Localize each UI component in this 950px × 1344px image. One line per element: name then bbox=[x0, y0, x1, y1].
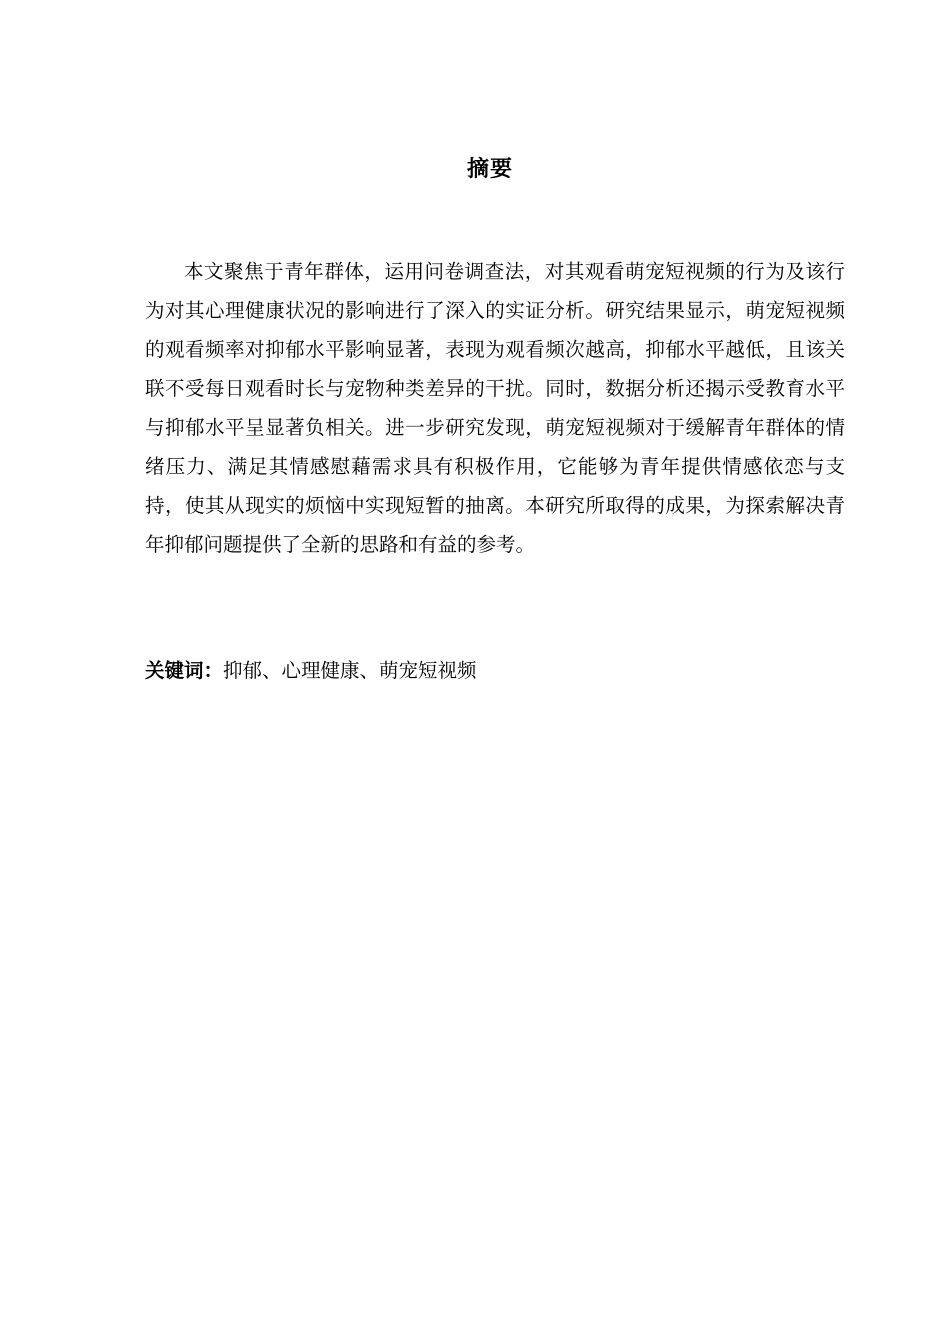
keywords-label: 关键词： bbox=[145, 659, 224, 682]
abstract-title: 摘要 bbox=[466, 157, 513, 182]
keywords-line bbox=[145, 655, 845, 687]
abstract-paragraph: 本文聚焦于青年群体，运用问卷调查法，对其观看萌宠短视频的行为及该行为对其心理健康状况的影响进行了深入的实证分析。研究结果显示，萌宠短视频的观看频率对抑郁水平影响显著，表现为观看频次越高，抑郁水平越低，且该关联不受每日观看时长与宠物种类差异的干扰。同时，数据分析还揭示受教育水平与抑郁水平呈显著负相关。进一步研究发现，萌宠短视频对于缓解青年群体的情绪压力、满足其情感慰藉需求具有积极作用，它能够为青年提供情感依恋与支持，使其从现实的烦恼中实现短暂的抽离。本研究所取得的成果，为探索解决青年抑郁问题提供了全新的思路和有益的参考。 bbox=[145, 260, 845, 556]
keywords-text: 抑郁、心理健康、萌宠短视频 bbox=[223, 659, 477, 682]
